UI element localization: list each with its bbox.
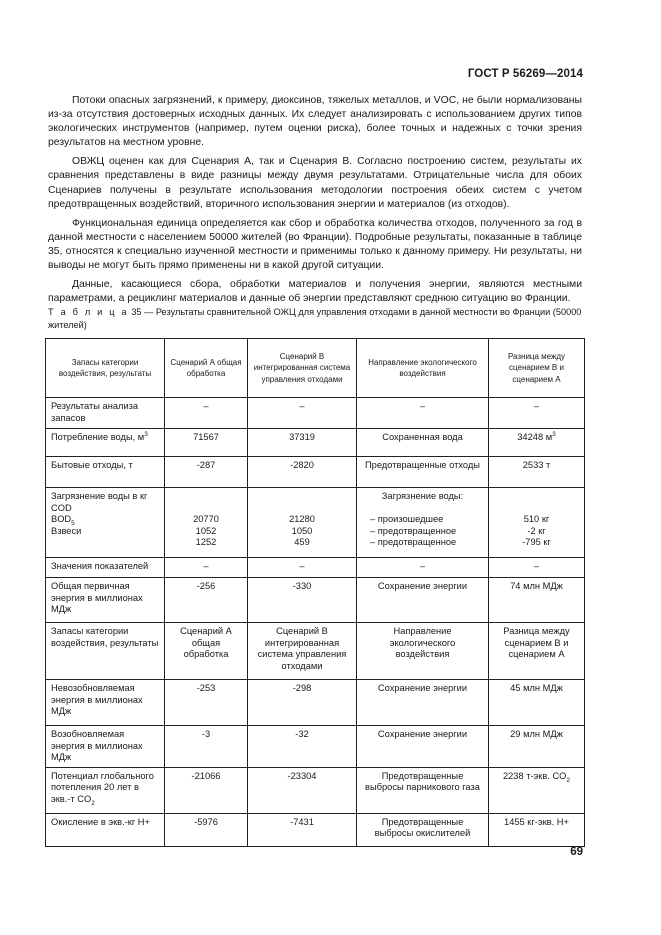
cell: 71567: [165, 429, 248, 457]
cell: -5976: [165, 813, 248, 846]
cell-text: BOD: [51, 514, 72, 525]
header-cell: Разница между сценарием В и сценарием А: [489, 339, 585, 398]
cell: 2533 т: [489, 457, 585, 488]
superscript: 3: [552, 430, 556, 438]
results-table: [45, 338, 585, 847]
cell: [46, 767, 165, 813]
cell: Запасы категории воздействия, результаты: [46, 623, 165, 680]
table-caption-text: 35 — Результаты сравнительной ОЖЦ для управления отходами в данной местности во Франции (50000 жителей): [48, 307, 582, 330]
cell: -7431: [248, 813, 357, 846]
cell-text: Потребление воды, м: [51, 432, 145, 442]
cell: -21066: [165, 767, 248, 813]
cell: -298: [248, 680, 357, 726]
cell: [46, 429, 165, 457]
cell: 74 млн МДж: [489, 578, 585, 623]
cell: Окисление в экв.-кг H+: [46, 813, 165, 846]
subscript: 5: [71, 520, 75, 528]
cell-line: 1050: [291, 525, 313, 536]
cell: [248, 488, 357, 558]
superscript: 3: [144, 430, 148, 438]
subscript: 2: [566, 776, 571, 784]
cell: -253: [165, 680, 248, 726]
cell-line: Загрязнение воды:: [381, 491, 464, 501]
subscript: 2: [91, 799, 95, 807]
cell-line: 510 кг: [523, 514, 550, 524]
cell-line: 20770: [193, 514, 219, 524]
cell: Сохранение энергии: [357, 726, 489, 768]
cell-line: Загрязнение воды в кг: [51, 491, 148, 501]
cell: 45 млн МДж: [489, 680, 585, 726]
body-text: [48, 94, 582, 311]
table-row: [46, 398, 585, 429]
table-row: [46, 767, 585, 813]
header-cell: Направление экологического воздействия: [357, 339, 489, 398]
cell: Предотвращенные отходы: [357, 457, 489, 488]
table-row: [46, 558, 585, 578]
table-row: [46, 680, 585, 726]
paragraph: Данные, касающиеся сбора, обработки материалов и получения энергии, являются местными параметрами, а рециклинг материалов и данные об энергии представляют среднюю ситуацию во Франции.: [48, 279, 582, 305]
table-row: [46, 813, 585, 846]
table-caption-label: Т а б л и ц а: [48, 307, 129, 317]
cell-line: -2 кг: [527, 525, 546, 536]
cell: -330: [248, 578, 357, 623]
cell: Бытовые отходы, т: [46, 457, 165, 488]
cell-line: -795 кг: [522, 537, 551, 548]
cell: Направление экологического воздействия: [357, 623, 489, 680]
cell: -287: [165, 457, 248, 488]
cell: [489, 767, 585, 813]
cell: –: [248, 398, 357, 429]
cell: -23304: [248, 767, 357, 813]
cell: [489, 429, 585, 457]
header-cell: Запасы категории воздействия, результаты: [46, 339, 165, 398]
cell: –: [165, 558, 248, 578]
cell: Сохраненная вода: [357, 429, 489, 457]
cell-text: Потенциал глобального потепления 20 лет в экв.-т CO: [51, 770, 154, 804]
paragraph: ОВЖЦ оценен как для Сценария А, так и Сценария В. Согласно построению систем, результаты их сравнения представлены в виде разницы между двумя результатами. Отрицательные числа для обоих Сценариев получены в результате использования методологии построения обеих систем с учетом предотвращенных воздействий, вторичного использования энергии и материалов (из отходов).: [48, 156, 582, 210]
cell: Возобновляемая энергия в миллионах МДж: [46, 726, 165, 768]
header-cell: Сценарий В интегрированная система управления отходами: [248, 339, 357, 398]
cell: Сценарий А общая обработка: [165, 623, 248, 680]
cell-text: 34248 м: [517, 432, 553, 442]
cell: –: [357, 398, 489, 429]
cell: -2820: [248, 457, 357, 488]
table-row: [46, 429, 585, 457]
cell-line: 1052: [195, 525, 217, 536]
cell: 29 млн МДж: [489, 726, 585, 768]
cell-line: – предотвращенное: [370, 537, 457, 548]
cell-line: COD: [51, 502, 72, 513]
table-caption: [48, 306, 582, 331]
cell: 1455 кг-экв. H+: [489, 813, 585, 846]
cell: Результаты анализа запасов: [46, 398, 165, 429]
page-number: 69: [570, 846, 583, 858]
cell: Невозобновляемая энергия в миллионах МДж: [46, 680, 165, 726]
table-row: [46, 488, 585, 558]
cell: [489, 488, 585, 558]
cell: -256: [165, 578, 248, 623]
cell-text: 2238 т-экв. CO: [502, 770, 567, 781]
cell-line: 21280: [289, 514, 315, 524]
header-cell: Сценарий А общая обработка: [165, 339, 248, 398]
paragraph: Функциональная единица определяется как сбор и обработка количества отходов, полученного за год в данной местности с населением 50000 жителей (во Франции). Подробные результаты, показанные в таблице 35, относятся к специально изученной местности и применимы только к данному примеру. Ни результаты, ни выводы не могут быть прямо применены ни в какой другой ситуации.: [48, 217, 582, 272]
cell: –: [357, 558, 489, 578]
cell: –: [489, 558, 585, 578]
cell: Общая первичная энергия в миллионах МДж: [46, 578, 165, 623]
cell: 37319: [248, 429, 357, 457]
cell: -32: [248, 726, 357, 768]
cell: –: [248, 558, 357, 578]
cell: Предотвращенные выбросы окислителей: [357, 813, 489, 846]
cell: Сохранение энергии: [357, 578, 489, 623]
cell: Сохранение энергии: [357, 680, 489, 726]
table-row: [46, 457, 585, 488]
cell: Сценарий В интегрированная система управления отходами: [248, 623, 357, 680]
cell-line: Взвеси: [51, 525, 82, 536]
cell: [165, 488, 248, 558]
table-row: [46, 578, 585, 623]
cell-line: – произошедшее: [370, 514, 444, 525]
cell: Разница между сценарием В и сценарием А: [489, 623, 585, 680]
paragraph: Потоки опасных загрязнений, к примеру, диоксинов, тяжелых металлов, и VOC, не были нормализованы из-за отсутствия достоверных исходных данных. Их следует анализировать с использованием других типов экологических инструментов (например, путем оценки риска), более точных и надежных с точки зрения результатов на местном уровне.: [48, 95, 582, 149]
cell: [46, 488, 165, 558]
cell: –: [165, 398, 248, 429]
cell-line: [51, 514, 159, 526]
cell: -3: [165, 726, 248, 768]
cell-line: – предотвращенное: [370, 525, 457, 536]
cell-line: 459: [294, 537, 310, 548]
table-row: [46, 726, 585, 768]
table-header-row: [46, 339, 585, 398]
document-id: ГОСТ Р 56269—2014: [467, 68, 583, 80]
table-row: [46, 623, 585, 680]
cell-line: 1252: [195, 537, 217, 548]
cell: –: [489, 398, 585, 429]
cell: Значения показателей: [46, 558, 165, 578]
cell: [357, 488, 489, 558]
cell: Предотвращенные выбросы парникового газа: [357, 767, 489, 813]
